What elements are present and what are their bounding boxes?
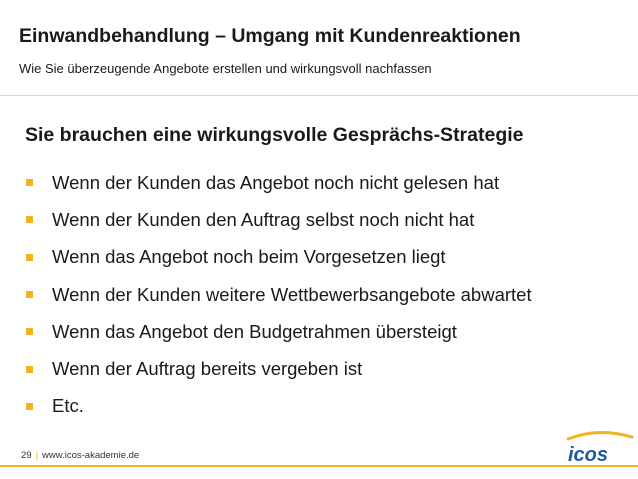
bullet-text: Wenn der Kunden weitere Wettbewerbsangebote abwartet <box>52 283 532 305</box>
slide-title: Einwandbehandlung – Umgang mit Kundenreaktionen <box>19 25 521 47</box>
bullet-square-icon <box>26 366 33 373</box>
bullet-text: Wenn der Kunden das Angebot noch nicht gelesen hat <box>52 171 500 193</box>
slide-subtitle: Wie Sie überzeugende Angebote erstellen und wirkungsvoll nachfassen <box>19 61 432 76</box>
content-heading: Sie brauchen eine wirkungsvolle Gesprächs-Strategie <box>25 124 524 146</box>
bullet-square-icon <box>26 179 33 186</box>
bullet-item <box>25 313 532 350</box>
bullet-item <box>25 239 532 276</box>
logo-text: icos <box>568 444 609 466</box>
slide-header <box>0 0 638 95</box>
bullet-square-icon <box>26 403 33 410</box>
footer-url: www.icos-akademie.de <box>42 450 140 461</box>
bullet-list <box>25 164 532 425</box>
header-divider <box>0 95 638 96</box>
bullet-item <box>25 276 532 313</box>
bullet-text: Wenn das Angebot noch beim Vorgesetzen liegt <box>52 246 446 268</box>
bullet-item <box>25 388 532 425</box>
footer-accent-line <box>0 465 638 467</box>
bullet-square-icon <box>26 216 33 223</box>
bullet-square-icon <box>26 291 33 298</box>
icos-logo <box>558 427 638 467</box>
bullet-item <box>25 350 532 387</box>
footer-separator: | <box>35 450 39 461</box>
bullet-text: Wenn der Auftrag bereits vergeben ist <box>52 358 363 380</box>
bullet-text: Etc. <box>52 395 84 417</box>
slide-footer <box>21 450 139 461</box>
bullet-square-icon <box>26 328 33 335</box>
page-number: 29 <box>21 450 32 461</box>
logo-swoosh-icon <box>568 432 632 439</box>
bullet-text: Wenn das Angebot den Budgetrahmen übersteigt <box>52 320 457 342</box>
bullet-item <box>25 201 532 238</box>
bullet-item <box>25 164 532 201</box>
bullet-text: Wenn der Kunden den Auftrag selbst noch nicht hat <box>52 208 475 230</box>
bullet-square-icon <box>26 254 33 261</box>
